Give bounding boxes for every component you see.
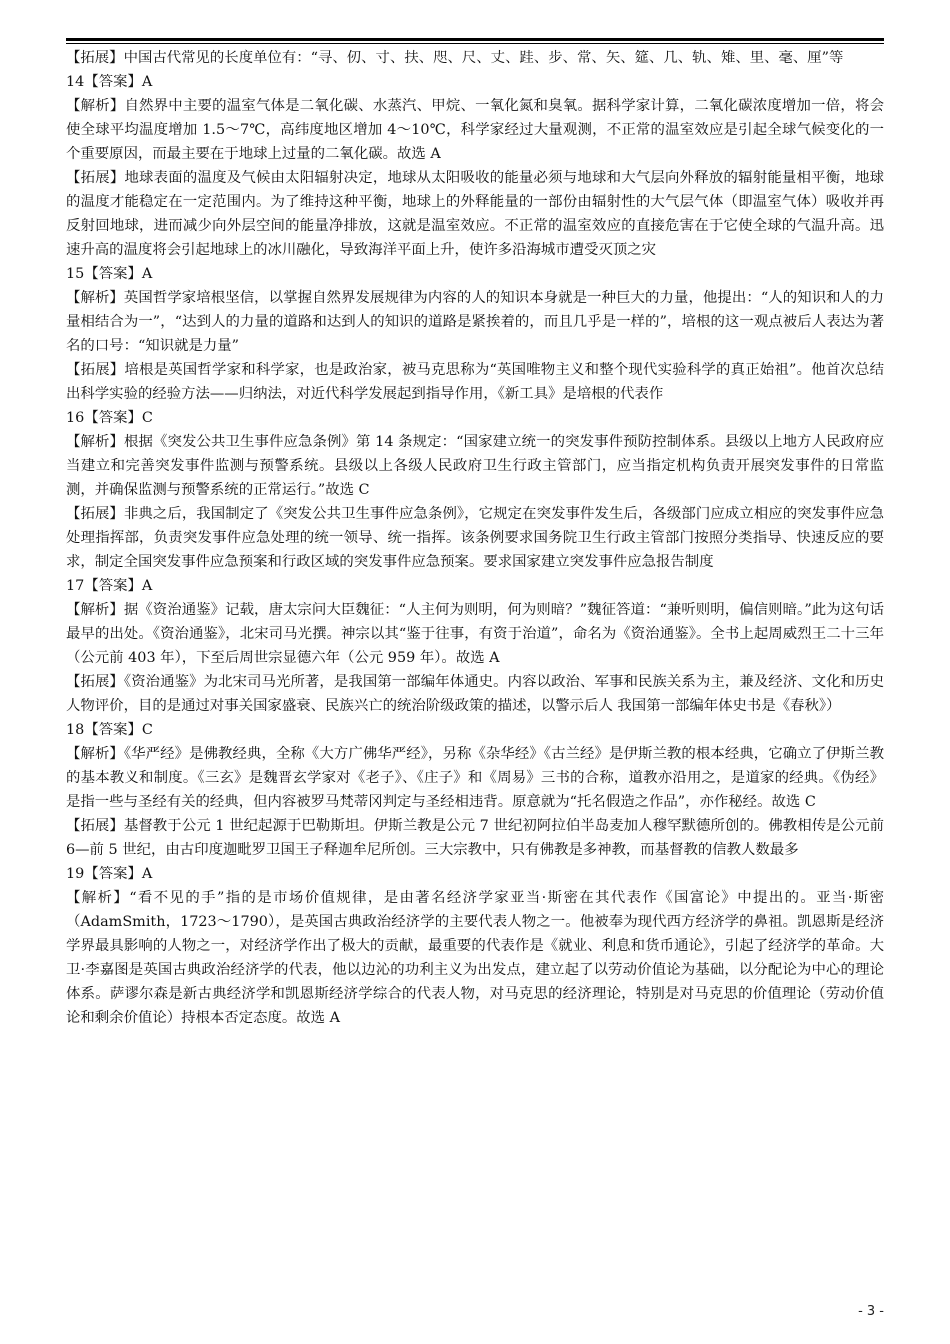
document-body: [66, 46, 884, 1030]
paragraph-analysis: 【解析】据《资治通鉴》记载，唐太宗问大臣魏征：“人主何为则明，何为则暗？”魏征答道：“兼听则明，偏信则暗。”此为这句话最早的出处。《资治通鉴》，北宋司马光撰。神宗以其“鉴于往事，有资于治道”，命名为《资治通鉴》。全书上起周威烈王二十三年（公元前 403 年），下至后周世宗显德六年（公元 959 年）。故选 A: [66, 602, 884, 666]
paragraph-analysis: 【解析】“看不见的手”指的是市场价值规律，是由著名经济学家亚当·斯密在其代表作《国富论》中提出的。亚当·斯密（AdamSmith，1723～1790），是英国古典政治经济学的主要代表人物之一。他被奉为现代西方经济学的鼻祖。凯恩斯是经济学界最具影响的人物之一，对经济学作出了极大的贡献，最重要的代表作是《就业、利息和货币通论》，引起了经济学的革命。大卫·李嘉图是英国古典政治经济学的代表，他以边沁的功利主义为出发点，建立起了以劳动价值论为基础，以分配论为中心的理论体系。萨谬尔森是新古典经济学和凯恩斯经济学综合的代表人物，对马克思的经济理论，特别是对马克思的价值理论（劳动价值论和剩余价值论）持根本否定态度。故选 A: [66, 890, 884, 1026]
answer-16: 16【答案】C: [66, 410, 153, 426]
paragraph-analysis: 【解析】英国哲学家培根坚信，以掌握自然界发展规律为内容的人的知识本身就是一种巨大的力量，他提出：“人的知识和人的力量相结合为一”，“达到人的力量的道路和达到人的知识的道路是紧挨着的，而且几乎是一样的”，培根的这一观点被后人表达为著名的口号：“知识就是力量”: [66, 290, 884, 354]
paragraph-analysis: 【解析】根据《突发公共卫生事件应急条例》第 14 条规定：“国家建立统一的突发事件预防控制体系。县级以上地方人民政府应当建立和完善突发事件监测与预警系统。县级以上各级人民政府卫生行政主管部门，应当指定机构负责开展突发事件的日常监测，并确保监测与预警系统的正常运行。”故选 C: [66, 434, 884, 498]
paragraph-extension: 【拓展】《资治通鉴》为北宋司马光所著，是我国第一部编年体通史。内容以政治、军事和民族关系为主，兼及经济、文化和历史人物评价，目的是通过对事关国家盛衰、民族兴亡的统治阶级政策的描述，以警示后人 我国第一部编年体史书是《春秋》）: [66, 674, 884, 714]
answer-18: 18【答案】C: [66, 722, 153, 738]
paragraph-extension: 【拓展】中国古代常见的长度单位有：“寻、仞、寸、扶、咫、尺、丈、跬、步、常、矢、筵、几、轨、雉、里、毫、厘”等: [66, 50, 844, 66]
paragraph-extension: 【拓展】基督教于公元 1 世纪起源于巴勒斯坦。伊斯兰教是公元 7 世纪初阿拉伯半岛麦加人穆罕默德所创的。佛教相传是公元前 6—前 5 世纪，由古印度迦毗罗卫国王子释迦牟尼所创。三大宗教中，只有佛教是多神教，而基督教的信教人数最多: [66, 818, 884, 858]
answer-17: 17【答案】A: [66, 578, 153, 594]
answer-19: 19【答案】A: [66, 866, 153, 882]
page-number: - 3 -: [858, 1304, 884, 1319]
paragraph-analysis: 【解析】《华严经》是佛教经典，全称《大方广佛华严经》，另称《杂华经》《古兰经》是伊斯兰教的根本经典，它确立了伊斯兰教的基本教义和制度。《三玄》是魏晋玄学家对《老子》、《庄子》和《周易》三书的合称，道教亦沿用之，是道家的经典。《伪经》是指一些与圣经有关的经典，但内容被罗马梵蒂冈判定与圣经相违背。原意就为“托名假造之作品”，亦作秘经。故选 C: [66, 746, 884, 810]
header-rule-thin: [66, 43, 884, 44]
paragraph-extension: 【拓展】地球表面的温度及气候由太阳辐射决定，地球从太阳吸收的能量必须与地球和大气层向外释放的辐射能量相平衡，地球的温度才能稳定在一定范围内。为了维持这种平衡，地球上的外释能量的一部份由辐射性的大气层气体（即温室气体）吸收并再反射回地球，进而减少向外层空间的能量净排放，这就是温室效应。不正常的温室效应的直接危害在于它使全球的气温升高。迅速升高的温度将会引起地球上的冰川融化，导致海洋平面上升，使许多沿海城市遭受灭顶之灾: [66, 170, 884, 258]
header-rule-thick: [66, 38, 884, 41]
answer-15: 15【答案】A: [66, 266, 153, 282]
paragraph-analysis: 【解析】自然界中主要的温室气体是二氧化碳、水蒸汽、甲烷、一氧化氮和臭氧。据科学家计算，二氧化碳浓度增加一倍，将会使全球平均温度增加 1.5～7℃，高纬度地区增加 4～10℃，科学家经过大量观测，不正常的温室效应是引起全球气候变化的一个重要原因，而最主要在于地球上过量的二氧化碳。故选 A: [66, 98, 884, 162]
paragraph-extension: 【拓展】非典之后，我国制定了《突发公共卫生事件应急条例》，它规定在突发事件发生后，各级部门应成立相应的突发事件应急处理指挥部，负责突发事件应急处理的统一领导、统一指挥。该条例要求国务院卫生行政主管部门按照分类指导、快速反应的要求，制定全国突发事件应急预案和行政区域的突发事件应急预案。要求国家建立突发事件应急报告制度: [66, 506, 884, 570]
paragraph-extension: 【拓展】培根是英国哲学家和科学家，也是政治家，被马克思称为“英国唯物主义和整个现代实验科学的真正始祖”。他首次总结出科学实验的经验方法——归纳法，对近代科学发展起到指导作用，《新工具》是培根的代表作: [66, 362, 884, 402]
answer-14: 14【答案】A: [66, 74, 153, 90]
